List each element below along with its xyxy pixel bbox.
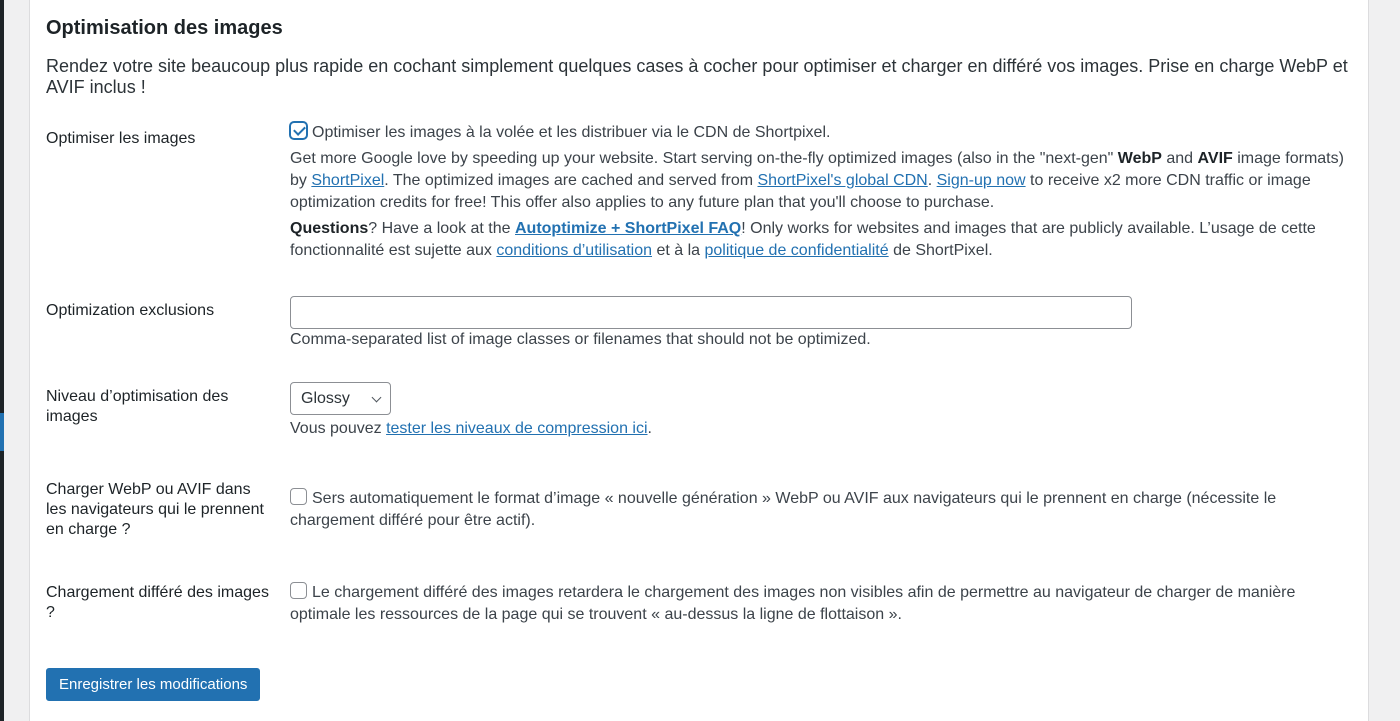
optimization-level-selected: Glossy	[301, 390, 350, 407]
description-text: .	[927, 172, 937, 189]
webp-avif-field	[290, 488, 1350, 532]
optimization-level-help	[290, 418, 1350, 440]
optimize-images-description	[290, 148, 1350, 214]
optimize-images-option	[290, 122, 1350, 144]
description-text: to receive x2 more CDN traffic or image optimization credits for free! This offer also applies to any future plan that you'll choose to purchase.	[290, 172, 1311, 211]
shortpixel-link[interactable]: ShortPixel	[311, 172, 385, 189]
description-text: et à la	[652, 242, 705, 259]
exclusions-input[interactable]	[290, 296, 1132, 329]
terms-link[interactable]: conditions d’utilisation	[496, 242, 653, 259]
optimization-level-field	[290, 382, 1350, 440]
shortpixel-cdn-link[interactable]: ShortPixel's global CDN	[757, 172, 928, 189]
admin-sidebar-active-indicator	[0, 413, 4, 451]
description-text: . The optimized images are cached and served from	[384, 172, 758, 189]
description-text: Get more Google love by speeding up your website. Start serving on-the-fly optimized images (also in the "next-gen"	[290, 150, 1118, 167]
lazyload-checkbox-label[interactable]: Le chargement différé des images retardera le chargement des images non visibles afin de permettre au navigateur de charger de manière optimale les ressources de la page qui se trouvent « au-dessus la ligne de flottaison ».	[290, 584, 1296, 623]
optimize-images-field	[290, 122, 1350, 262]
lazyload-field	[290, 582, 1350, 626]
description-text: image formats) by	[290, 150, 1344, 189]
section-title: Optimisation des images	[46, 17, 283, 39]
questions-text: Questions	[290, 220, 369, 237]
exclusions-label: Optimization exclusions	[46, 302, 215, 319]
section-intro: Rendez votre site beaucoup plus rapide en cochant simplement quelques cases à cocher pour optimiser et charger en différé vos images. Prise en charge WebP et AVIF inclus !	[46, 56, 1348, 97]
lazyload-checkbox[interactable]	[290, 582, 307, 599]
optimization-level-label: Niveau d’optimisation des images	[46, 388, 229, 425]
optimize-images-checkbox[interactable]	[290, 122, 307, 139]
settings-panel	[29, 0, 1369, 721]
optimize-images-checkbox-label[interactable]: Optimiser les images à la volée et les distribuer via le CDN de Shortpixel.	[312, 124, 831, 141]
help-text: Vous pouvez	[290, 420, 387, 437]
avif-text: AVIF	[1197, 150, 1233, 167]
webp-avif-label: Charger WebP ou AVIF dans les navigateurs qui le prennent en charge ?	[46, 481, 264, 538]
chevron-down-icon	[372, 393, 382, 403]
optimize-images-faq-note	[290, 218, 1350, 262]
privacy-link[interactable]: politique de confidentialité	[704, 242, 889, 259]
signup-link[interactable]: Sign-up now	[936, 172, 1026, 189]
optimize-images-label: Optimiser les images	[46, 130, 196, 147]
description-text: and	[1161, 150, 1198, 167]
exclusions-field	[290, 296, 1350, 351]
compression-levels-link[interactable]: tester les niveaux de compression ici	[386, 420, 648, 437]
webp-avif-checkbox-label[interactable]: Sers automatiquement le format d’image « nouvelle génération » WebP ou AVIF aux navigateurs qui le prennent en charge (nécessite le chargement différé pour être actif).	[290, 490, 1277, 529]
save-changes-button[interactable]: Enregistrer les modifications	[46, 668, 260, 701]
description-text: de ShortPixel.	[888, 242, 993, 259]
admin-sidebar-edge	[0, 0, 4, 721]
faq-link[interactable]: Autoptimize + ShortPixel FAQ	[515, 220, 742, 237]
help-text: .	[647, 420, 652, 437]
optimization-level-select[interactable]	[290, 382, 391, 415]
webp-text: WebP	[1117, 150, 1162, 167]
lazyload-label: Chargement différé des images ?	[46, 584, 269, 621]
exclusions-help: Comma-separated list of image classes or filenames that should not be optimized.	[290, 331, 871, 348]
webp-avif-checkbox[interactable]	[290, 488, 307, 505]
description-text: ? Have a look at the	[368, 220, 515, 237]
description-text: ! Only works for websites and images that are publicly available. L’usage de cette fonctionnalité est sujette aux	[290, 220, 1316, 259]
